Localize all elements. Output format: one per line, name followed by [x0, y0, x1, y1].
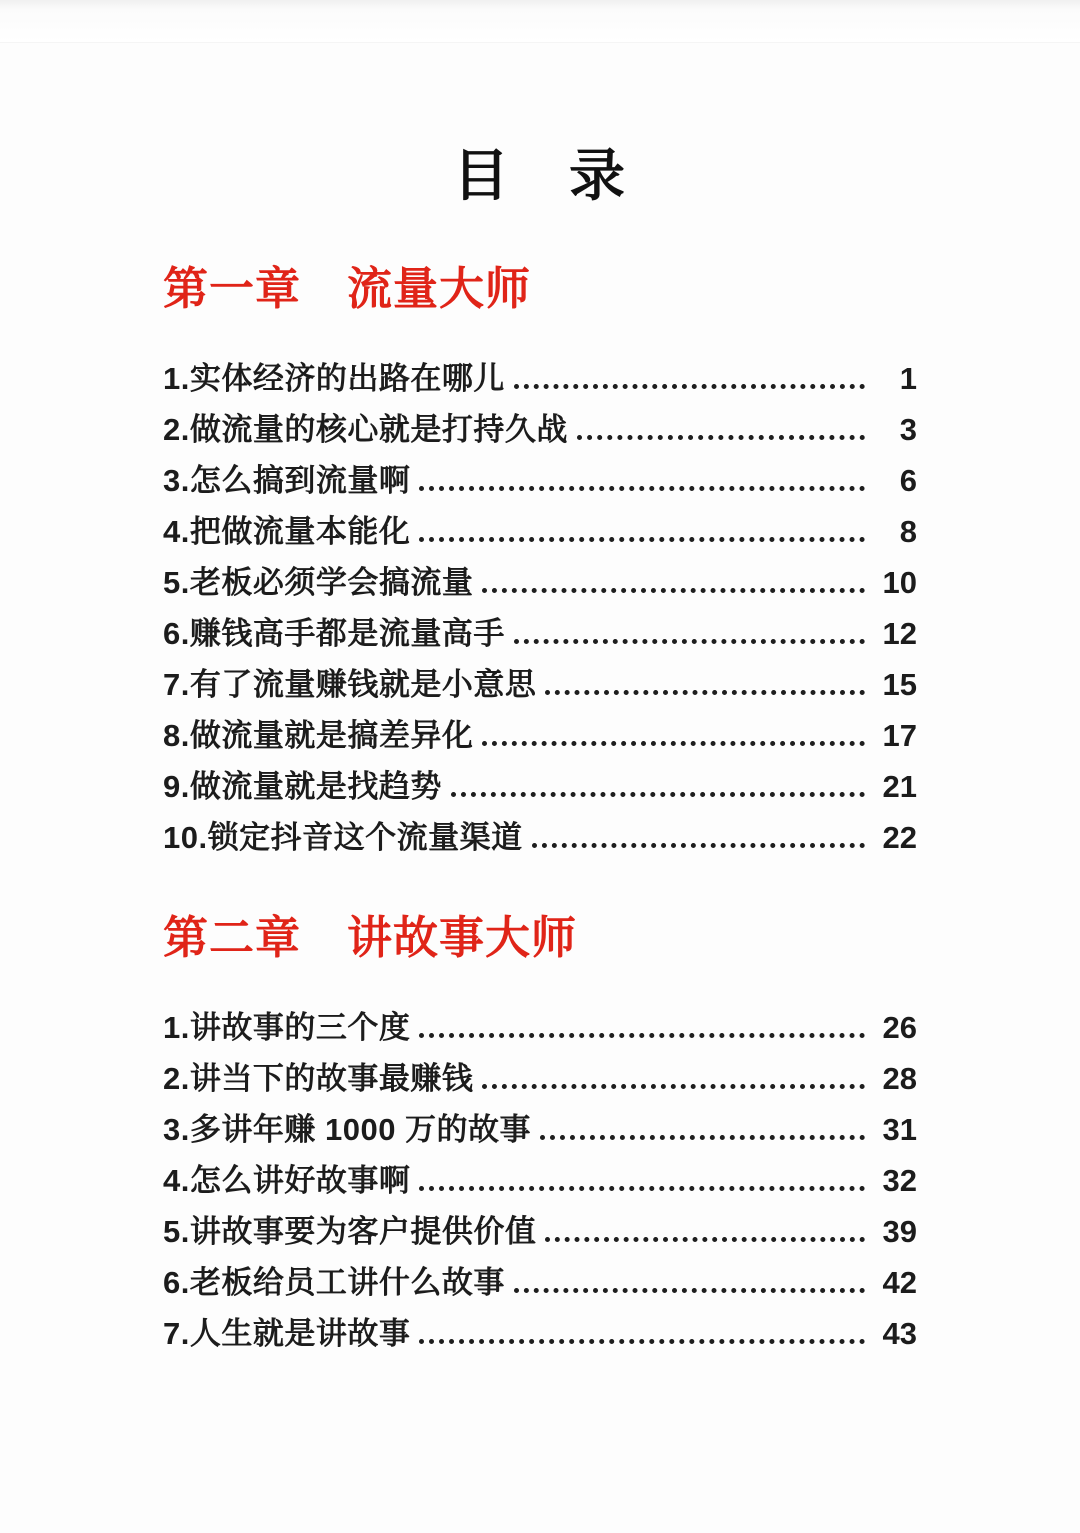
toc-entry-page: 12: [882, 616, 917, 651]
toc-entry-page: 31: [882, 1112, 917, 1147]
dot-leader: [419, 486, 865, 491]
page-top-edge: [0, 0, 1080, 43]
toc-entry-row: [163, 404, 917, 455]
toc-entry-label: 4.怎么讲好故事啊: [163, 1163, 411, 1198]
toc-entry-page: 32: [882, 1163, 917, 1198]
toc-entry-label: 7.人生就是讲故事: [163, 1316, 411, 1351]
toc-entry-label: 5.老板必须学会搞流量: [163, 565, 474, 600]
dot-leader: [540, 1135, 865, 1140]
toc-entry-label: 3.多讲年赚 1000 万的故事: [163, 1112, 532, 1147]
toc-entry-page: 39: [882, 1214, 917, 1249]
toc-entry-page: 26: [882, 1010, 917, 1045]
dot-leader: [482, 1084, 865, 1089]
toc-entry-row: [163, 353, 917, 404]
toc-entry-label: 1.实体经济的出路在哪儿: [163, 361, 505, 396]
dot-leader: [545, 690, 865, 695]
toc-entry-row: [163, 455, 917, 506]
chapter-heading: 第一章 流量大师: [163, 263, 532, 314]
toc-entry-page: 42: [882, 1265, 917, 1300]
dot-leader: [451, 792, 865, 797]
dot-leader: [514, 1288, 865, 1293]
chapter-entry-list: [163, 353, 917, 863]
dot-leader: [514, 639, 865, 644]
toc-entry-row: [163, 1104, 917, 1155]
chapter-entry-list: [163, 1002, 917, 1359]
toc-entry-label: 10.锁定抖音这个流量渠道: [163, 820, 523, 855]
dot-leader: [419, 1033, 865, 1038]
toc-entry-page: 28: [882, 1061, 917, 1096]
toc-entry-row: [163, 710, 917, 761]
toc-entry-row: [163, 608, 917, 659]
toc-entry-label: 3.怎么搞到流量啊: [163, 463, 411, 498]
toc-entry-page: 6: [899, 463, 917, 498]
toc-entry-label: 6.老板给员工讲什么故事: [163, 1265, 505, 1300]
toc-entry-label: 7.有了流量赚钱就是小意思: [163, 667, 537, 702]
toc-entry-label: 2.讲当下的故事最赚钱: [163, 1061, 474, 1096]
toc-entry-page: 43: [882, 1316, 917, 1351]
toc-entry-row: [163, 1155, 917, 1206]
toc-entry-label: 5.讲故事要为客户提供价值: [163, 1214, 537, 1249]
dot-leader: [482, 741, 865, 746]
dot-leader: [419, 537, 865, 542]
toc-entry-row: [163, 557, 917, 608]
dot-leader: [482, 588, 865, 593]
page-title: 目 录: [453, 144, 627, 207]
toc-entry-row: [163, 1308, 917, 1359]
toc-entry-page: 3: [899, 412, 917, 447]
toc-entry-label: 2.做流量的核心就是打持久战: [163, 412, 568, 447]
toc-entry-label: 4.把做流量本能化: [163, 514, 411, 549]
dot-leader: [532, 843, 865, 848]
toc-entry-row: [163, 812, 917, 863]
toc-entry-page: 10: [882, 565, 917, 600]
toc-entry-page: 1: [899, 361, 917, 396]
toc-entry-row: [163, 761, 917, 812]
toc-entry-page: 22: [882, 820, 917, 855]
dot-leader: [514, 384, 865, 389]
toc-entry-page: 15: [882, 667, 917, 702]
toc-entry-row: [163, 1002, 917, 1053]
toc-entry-label: 1.讲故事的三个度: [163, 1010, 411, 1045]
toc-entry-page: 21: [882, 769, 917, 804]
toc-entry-row: [163, 1257, 917, 1308]
dot-leader: [419, 1339, 865, 1344]
toc-entry-page: 8: [899, 514, 917, 549]
toc-entry-label: 8.做流量就是搞差异化: [163, 718, 474, 753]
toc-entry-label: 9.做流量就是找趋势: [163, 769, 442, 804]
dot-leader: [545, 1237, 865, 1242]
dot-leader: [419, 1186, 865, 1191]
table-of-contents: [0, 263, 1080, 1359]
toc-entry-page: 17: [882, 718, 917, 753]
toc-entry-label: 6.赚钱高手都是流量高手: [163, 616, 505, 651]
toc-entry-row: [163, 659, 917, 710]
chapter-heading: 第二章 讲故事大师: [163, 912, 578, 963]
toc-entry-row: [163, 1053, 917, 1104]
dot-leader: [577, 435, 865, 440]
toc-entry-row: [163, 506, 917, 557]
toc-entry-row: [163, 1206, 917, 1257]
